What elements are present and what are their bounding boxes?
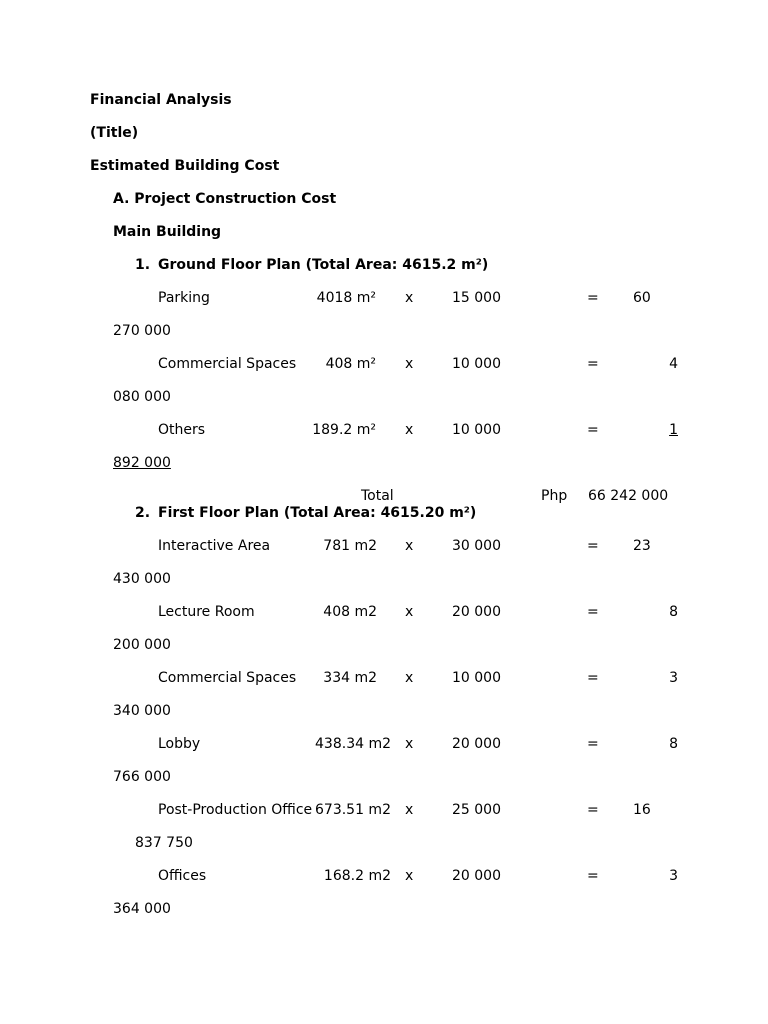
row-name: Commercial Spaces [158, 356, 297, 372]
title-placeholder: (Title) [90, 125, 139, 141]
row-amount-bottom: 766 000 [113, 769, 171, 785]
row-name: Lecture Room [158, 604, 255, 620]
row-rate: 15 000 [452, 290, 501, 306]
row-area: 408 m² [325, 356, 376, 372]
row-equals: = [587, 604, 599, 620]
row-name: Offices [158, 868, 207, 884]
row-amount-bottom: 364 000 [113, 901, 171, 917]
row-area: 673.51 m2 [315, 802, 391, 818]
row-operator: x [405, 290, 414, 306]
row-amount-top: 23 [633, 538, 651, 554]
row-amount-bottom: 430 000 [113, 571, 171, 587]
row-amount-top: 3 [669, 670, 678, 686]
row-operator: x [405, 604, 414, 620]
row-area: 438.34 m2 [315, 736, 391, 752]
row-amount-top: 1 [669, 422, 678, 438]
subheading: Estimated Building Cost [90, 158, 280, 174]
ground-floor-title: Ground Floor Plan (Total Area: 4615.2 m²) [158, 257, 489, 273]
row-amount-bottom: 837 750 [135, 835, 193, 851]
row-amount-bottom: 200 000 [113, 637, 171, 653]
document-heading: Financial Analysis [90, 92, 232, 108]
row-rate: 20 000 [452, 604, 501, 620]
row-operator: x [405, 670, 414, 686]
row-area: 168.2 m2 [323, 868, 391, 884]
row-amount-top: 4 [669, 356, 678, 372]
total-value: 66 242 000 [588, 488, 669, 504]
row-amount-top: 8 [669, 736, 678, 752]
row-equals: = [587, 802, 599, 818]
row-rate: 25 000 [452, 802, 501, 818]
main-building-heading: Main Building [113, 224, 222, 240]
row-equals: = [587, 538, 599, 554]
row-area: 334 m2 [323, 670, 377, 686]
first-floor-title: First Floor Plan (Total Area: 4615.20 m²) [158, 505, 477, 521]
row-operator: x [405, 868, 414, 884]
row-rate: 10 000 [452, 670, 501, 686]
row-rate: 10 000 [452, 356, 501, 372]
row-operator: x [405, 736, 414, 752]
row-operator: x [405, 538, 414, 554]
row-area: 4018 m² [316, 290, 376, 306]
row-name: Parking [158, 290, 210, 306]
row-equals: = [587, 422, 599, 438]
ground-floor-number: 1. [135, 257, 151, 273]
currency-label: Php [541, 488, 568, 504]
row-name: Post-Production Office [158, 802, 313, 818]
row-area: 189.2 m² [312, 422, 376, 438]
row-name: Commercial Spaces [158, 670, 297, 686]
section-a-heading: A. Project Construction Cost [113, 191, 337, 207]
total-label: Total [361, 488, 394, 504]
row-rate: 10 000 [452, 422, 501, 438]
row-rate: 30 000 [452, 538, 501, 554]
row-amount-top: 16 [633, 802, 651, 818]
row-amount-top: 60 [633, 290, 651, 306]
row-equals: = [587, 356, 599, 372]
row-amount-bottom: 270 000 [113, 323, 171, 339]
row-rate: 20 000 [452, 736, 501, 752]
row-amount-bottom: 892 000 [113, 455, 171, 471]
row-amount-bottom: 080 000 [113, 389, 171, 405]
row-name: Lobby [158, 736, 201, 752]
row-operator: x [405, 802, 414, 818]
row-amount-top: 3 [669, 868, 678, 884]
first-floor-number: 2. [135, 505, 151, 521]
row-area: 781 m2 [323, 538, 377, 554]
row-operator: x [405, 422, 414, 438]
row-area: 408 m2 [323, 604, 377, 620]
row-name: Interactive Area [158, 538, 271, 554]
row-amount-top: 8 [669, 604, 678, 620]
row-amount-bottom: 340 000 [113, 703, 171, 719]
row-rate: 20 000 [452, 868, 501, 884]
row-equals: = [587, 736, 599, 752]
row-name: Others [158, 422, 206, 438]
row-equals: = [587, 868, 599, 884]
row-equals: = [587, 290, 599, 306]
row-equals: = [587, 670, 599, 686]
row-operator: x [405, 356, 414, 372]
